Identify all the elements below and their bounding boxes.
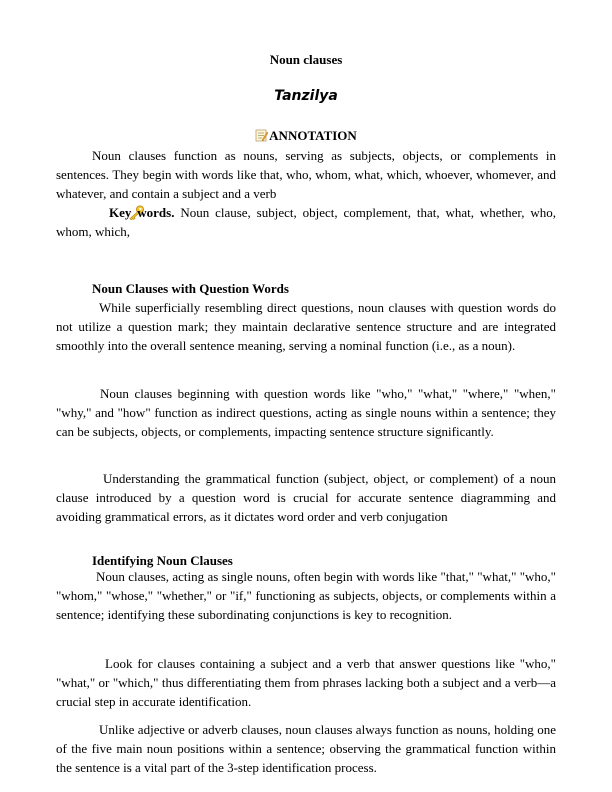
author-name: Tanzilya <box>274 88 338 104</box>
paragraph: Understanding the grammatical function (subject, object, or complement) of a noun clause introduced by a question word is crucial for accurate sentence diagramming and avoiding grammatical errors, as it dictates word order and verb conjugation <box>56 471 556 524</box>
memo-icon <box>255 128 268 141</box>
keywords-paragraph <box>56 203 556 241</box>
annotation-heading: ANNOTATION <box>269 128 357 143</box>
document-title: Noun clauses <box>269 52 343 67</box>
keywords-text: Noun clause, subject, object, complement, that, what, whether, who, whom, which, <box>56 205 556 239</box>
paragraph: Noun clauses, acting as single nouns, often begin with words like "that," "what," "who," "whom," "whose," "whether," or "if," functioning as subjects, objects, or complements within a sentence; identifying these subordinating conjunctions is key to recognition. <box>56 569 556 622</box>
section-heading-identifying: Identifying Noun Clauses <box>92 553 233 568</box>
paragraph: Unlike adjective or adverb clauses, noun clauses always function as nouns, holding one of the five main noun positions within a sentence; observing the grammatical function within the sentence is a vital part of the 3-step identification process. <box>56 722 556 775</box>
section-heading-question-words: Noun Clauses with Question Words <box>92 281 289 296</box>
paragraph: While superficially resembling direct questions, noun clauses with question words do not utilize a question mark; they maintain declarative sentence structure and are integrated smoothly into the overall sentence meaning, serving a nominal function (i.e., as a noun). <box>56 300 556 353</box>
annotation-heading-row <box>0 126 612 145</box>
annotation-text: Noun clauses function as nouns, serving as subjects, objects, or complements in sentences. They begin with words like that, who, whom, what, which, whoever, whomever, and whatever, and contain a subject and a verb <box>56 148 556 201</box>
key-icon <box>92 205 109 220</box>
keywords-label: Key words. <box>109 205 175 220</box>
paragraph: Look for clauses containing a subject and a verb that answer questions like "who," "what," or "which," thus differentiating them from phrases lacking both a subject and a verb—a crucial step in accurate identification. <box>56 656 556 709</box>
paragraph: Noun clauses beginning with question words like "who," "what," "where," "when," "why," and "how" function as indirect questions, acting as single nouns within a sentence; they can be subjects, objects, or complements, impacting sentence structure significantly. <box>56 386 556 439</box>
